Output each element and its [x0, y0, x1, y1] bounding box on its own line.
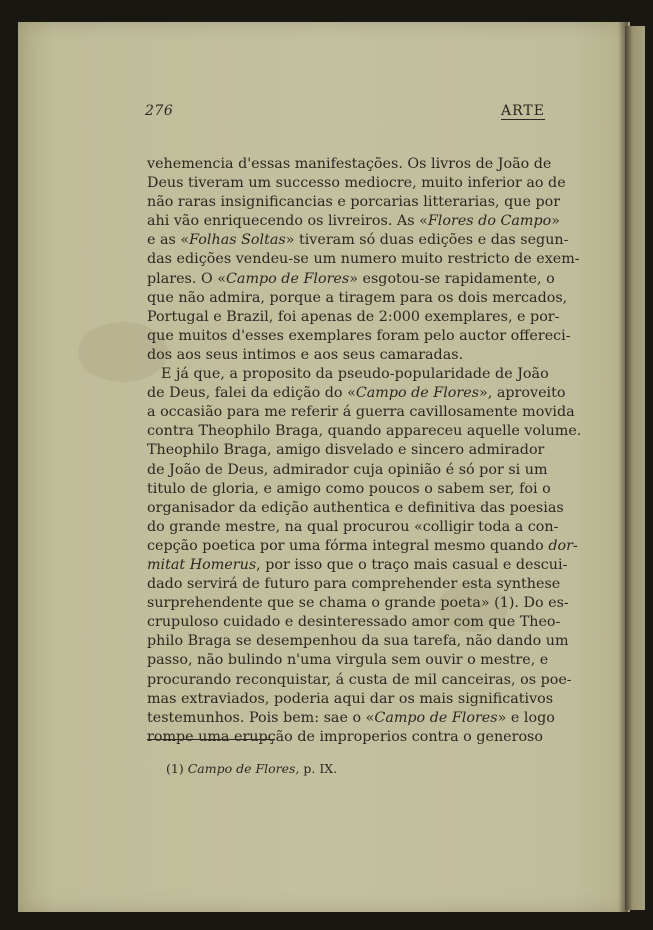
- text-line: organisador da edição authentica e definitiva das poesias: [147, 499, 564, 516]
- text-line: mas extraviados, poderia aqui dar os mais significativos: [147, 690, 554, 707]
- page-header: [145, 103, 545, 125]
- body-text: [147, 155, 582, 747]
- footnote: [166, 761, 337, 776]
- text-line: Portugal e Brazil, foi apenas de 2:000 exemplares, e por-: [147, 308, 560, 325]
- text-line: testemunhos. Pois bem: sae o «Campo de Flores» e logo: [147, 709, 555, 726]
- page-number: 276: [145, 103, 174, 119]
- footnote-title: Campo de Flores,: [187, 761, 300, 776]
- text-line: E já que, a proposito da pseudo-popularidade de João: [161, 366, 549, 383]
- text-line: a occasião para me referir á guerra cavillosamente movida: [147, 404, 575, 421]
- text-line: titulo de gloria, e amigo como poucos o sabem ser, foi o: [147, 480, 551, 497]
- text-line: não raras insignificancias e porcarias litterarias, que por: [147, 194, 561, 211]
- text-line: dado servirá de futuro para comprehender esta synthese: [147, 576, 561, 593]
- footnote-marker: (1): [166, 761, 184, 776]
- text-line: que não admira, porque a tiragem para os dois mercados,: [147, 289, 568, 306]
- text-line: que muitos d'esses exemplares foram pelo auctor offereci-: [147, 327, 571, 344]
- footnote-page: p. IX.: [303, 761, 338, 776]
- text-line: crupuloso cuidado e desinteressado amor com que Theo-: [147, 614, 561, 631]
- text-line: de Deus, falei da edição do «Campo de Flores», aproveito: [147, 385, 566, 402]
- text-line: surprehendente que se chama o grande poeta» (1). Do es-: [147, 595, 569, 612]
- text-line: contra Theophilo Braga, quando appareceu aquelle volume.: [147, 423, 582, 440]
- text-line: do grande mestre, na qual procurou «colligir toda a con-: [147, 518, 559, 535]
- text-line: passo, não bulindo n'uma virgula sem ouvir o mestre, e: [147, 652, 549, 669]
- text-line: das edições vendeu-se um numero muito restricto de exem-: [147, 251, 580, 268]
- text-line: procurando reconquistar, á custa de mil canceiras, os poe-: [147, 671, 572, 688]
- text-line: cepção poetica por uma fórma integral mesmo quando dor-: [147, 537, 578, 554]
- text-line: plares. O «Campo de Flores» esgotou-se rapidamente, o: [147, 270, 555, 287]
- text-line: ahi vão enriquecendo os livreiros. As «Flores do Campo: [147, 213, 552, 230]
- adjacent-page-edge: [625, 26, 645, 910]
- text-line: rompe uma erupção de improperios contra o generoso: [147, 728, 544, 745]
- text-line: philo Braga se desempenhou da sua tarefa, não dando um: [147, 633, 569, 650]
- text-line: dos aos seus intimos e aos seus camaradas.: [147, 346, 464, 363]
- text-line: e as «Folhas Soltas» tiveram só duas edições e das segun-: [147, 232, 569, 249]
- running-head: ARTE: [501, 103, 545, 119]
- text-line: Theophilo Braga, amigo disvelado e sincero admirador: [147, 442, 545, 459]
- text-line: mitat Homerus, por isso que o traço mais casual e descui-: [147, 556, 568, 573]
- text-line: Deus tiveram um successo mediocre, muito inferior ao de: [147, 175, 566, 192]
- text-line: vehemencia d'essas manifestações. Os livros de João de: [147, 156, 552, 172]
- text-line: de João de Deus, admirador cuja opinião é só por si um: [147, 461, 548, 478]
- footnote-rule: [147, 739, 275, 740]
